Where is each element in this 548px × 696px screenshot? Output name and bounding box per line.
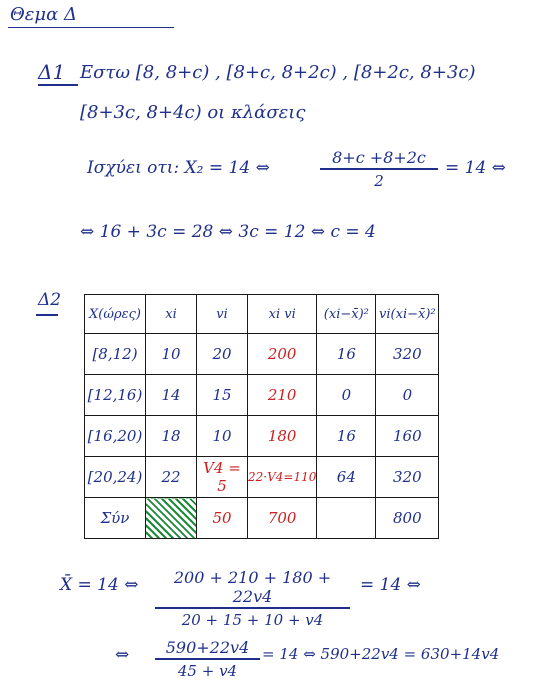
eq1-fraction-bar <box>155 607 350 609</box>
table-cell: 210 <box>248 375 317 416</box>
table-cell: 16 <box>317 416 376 457</box>
table-cell: Σύν <box>85 498 146 539</box>
table-cell: 0 <box>376 375 439 416</box>
table-cell: 320 <box>376 334 439 375</box>
d1-line1: Εστω [8, 8+c) , [8+c, 8+2c) , [8+2c, 8+3c) <box>80 62 476 83</box>
table-cell: [12,16) <box>85 375 146 416</box>
eq2-fraction-bar <box>155 658 260 660</box>
table-total-row <box>85 498 439 539</box>
table-row <box>85 334 439 375</box>
d1-fraction-numerator: 8+c +8+2c <box>332 148 426 167</box>
table-cell: 800 <box>376 498 439 539</box>
d1-label: Δ1 <box>38 60 66 84</box>
d1-fraction <box>320 148 438 190</box>
table-row <box>85 375 439 416</box>
table-cell: 22·V4=110 <box>248 457 317 498</box>
frequency-table <box>84 294 439 539</box>
table-header-row <box>85 295 439 334</box>
eq1-numerator: 200 + 210 + 180 + 22v4 <box>173 568 332 606</box>
header-cell: xi vi <box>248 295 317 334</box>
header-cell: X(ώρες) <box>85 295 146 334</box>
table-cell: 320 <box>376 457 439 498</box>
eq2-left: ⇔ <box>115 645 130 665</box>
header-cell: vi <box>197 295 248 334</box>
eq2-fraction <box>155 638 260 680</box>
d1-line4: ⇔ 16 + 3c = 28 ⇔ 3c = 12 ⇔ c = 4 <box>80 222 376 242</box>
table-cell: 14 <box>146 375 197 416</box>
d1-fraction-bar <box>320 168 438 170</box>
header-cell: (xi−x̄)² <box>317 295 376 334</box>
table-cell: 180 <box>248 416 317 457</box>
table-cell: V4 = 5 <box>197 457 248 498</box>
eq2-denominator: 45 + v4 <box>177 661 238 680</box>
table-cell: 700 <box>248 498 317 539</box>
table-cell: 20 <box>197 334 248 375</box>
table-cell: [20,24) <box>85 457 146 498</box>
table-cell: 15 <box>197 375 248 416</box>
header-cell: xi <box>146 295 197 334</box>
table-cell: 64 <box>317 457 376 498</box>
d2-label-underline <box>36 314 58 316</box>
d2-label: Δ2 <box>38 290 62 310</box>
eq1-denominator: 20 + 15 + 10 + v4 <box>181 610 324 629</box>
d1-fraction-denominator: 2 <box>374 171 384 190</box>
table-cell: 0 <box>317 375 376 416</box>
table-cell: 16 <box>317 334 376 375</box>
table-row <box>85 416 439 457</box>
table-cell: [8,12) <box>85 334 146 375</box>
table-cell <box>317 498 376 539</box>
d1-line3-suffix: = 14 ⇔ <box>445 158 506 178</box>
table-cell: 50 <box>197 498 248 539</box>
table-cell: 160 <box>376 416 439 457</box>
eq1-left: X̄ = 14 ⇔ <box>60 575 139 595</box>
table-cell: 200 <box>248 334 317 375</box>
eq2-numerator: 590+22v4 <box>165 638 250 657</box>
table-cell: 18 <box>146 416 197 457</box>
page-title: Θεμα Δ <box>10 4 77 25</box>
d1-line3-prefix: Ισχύει οτι: X₂ = 14 ⇔ <box>87 158 270 178</box>
eq2-right: = 14 ⇔ 590+22v4 = 630+14v4 <box>262 645 500 663</box>
table-cell: [16,20) <box>85 416 146 457</box>
d1-line2: [8+3c, 8+4c) οι κλάσεις <box>80 102 306 123</box>
d1-label-underline <box>38 84 78 86</box>
table-cell: 10 <box>146 334 197 375</box>
title-underline <box>8 27 174 28</box>
hatched-cell <box>146 498 197 539</box>
table-cell: 22 <box>146 457 197 498</box>
eq1-fraction <box>155 568 350 629</box>
table-row <box>85 457 439 498</box>
table-cell: 10 <box>197 416 248 457</box>
eq1-right: = 14 ⇔ <box>360 575 421 595</box>
header-cell: vi(xi−x̄)² <box>376 295 439 334</box>
